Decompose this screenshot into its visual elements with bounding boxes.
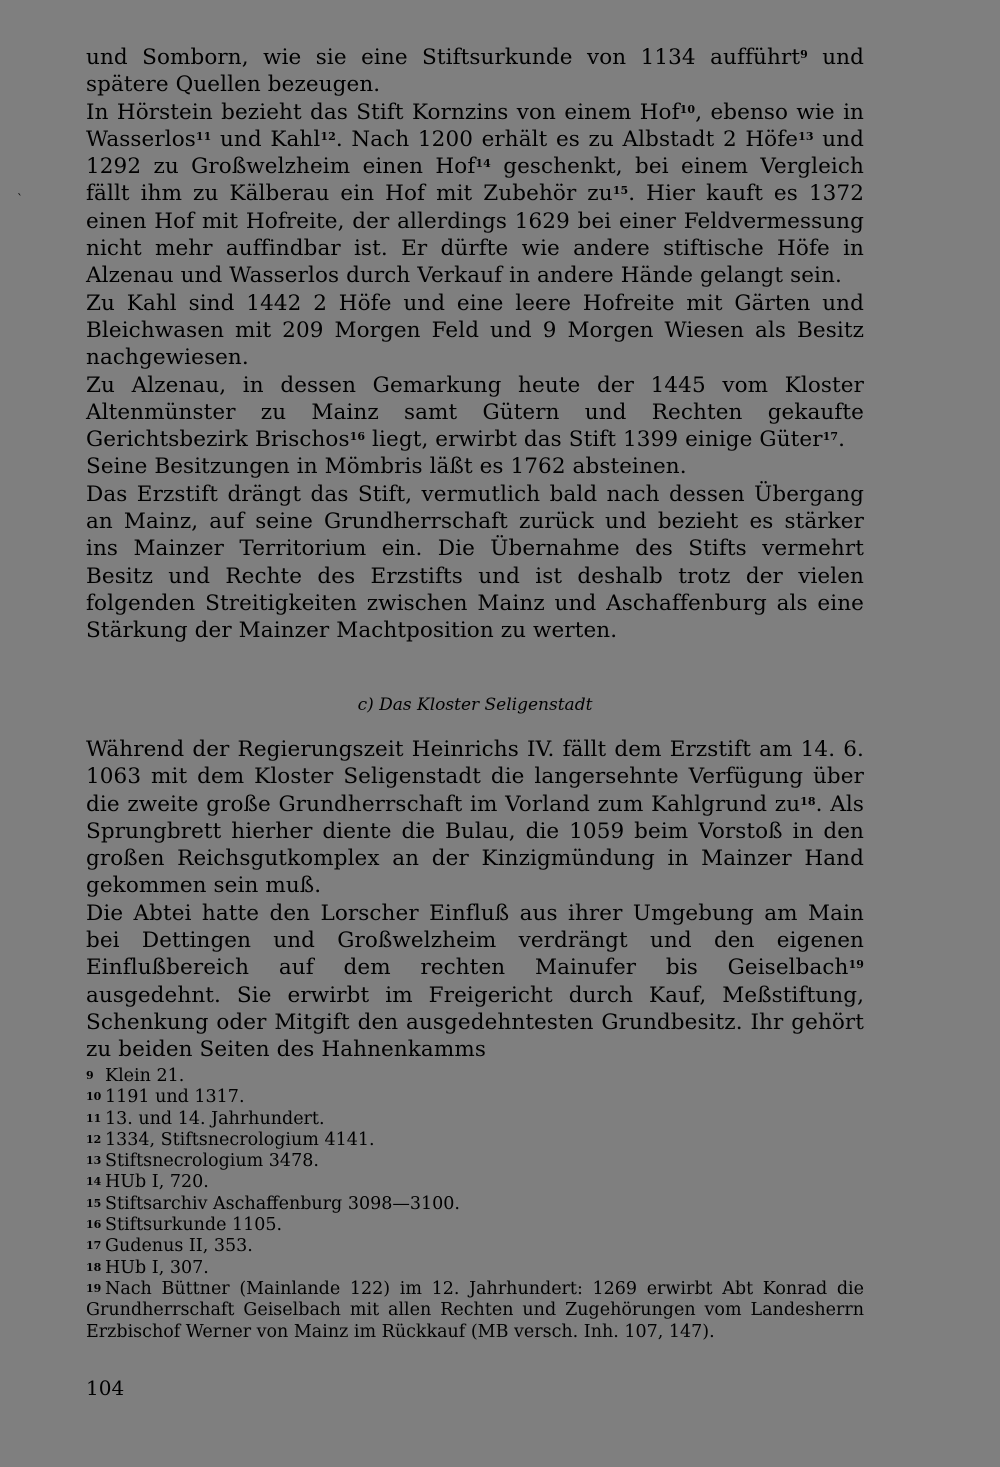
text-run: . Hier kauft es 1372 einen Hof mit Hofreite, der allerdings 1629 bei einer Feldvermessung nicht mehr auffindbar ist. Er dürfte wie andere stiftische Höfe in Alzenau und Wasserlos durch Verkauf in andere Hände gelangt sein.: [86, 181, 864, 289]
text-run: ausgedehnt. Sie erwirbt im Freigericht durch Kauf, Meßstiftung, Schenkung oder Mitgift den ausgedehntesten Grundbesitz. Ihr gehört zu beiden Seiten des Hahnenkamms: [86, 982, 864, 1063]
text-run: . Als Sprungbrett hierher diente die Bulau, die 1059 beim Vorstoß in den großen Reichsgutkomplex an der Kinzigmündung in Mainzer Hand gekommen sein muß.: [86, 791, 865, 899]
footnote-text: Nach Büttner (Mainlande 122) im 12. Jahrhundert: 1269 erwirbt Abt Konrad die Grundherrschaft Geiselbach mit allen Rechten und Zugehörungen vom Landesherrn Erzbischof Werner von Mainz im Rückkauf (MB versch. Inh. 107, 147).: [86, 1278, 864, 1342]
text-run: Das Erzstift drängt das Stift, vermutlich bald nach dessen Übergang an Mainz, auf seine Grundherrschaft zurück und bezieht es stärker ins Mainzer Territorium ein. Die Übernahme des Stifts vermehrt Besitz und Rechte des Erzstifts und ist deshalb trotz der vielen folgenden Streitigkeiten zwischen Mainz und Aschaffenburg als eine Stärkung der Mainzer Machtposition zu werten.: [86, 481, 864, 644]
footnote-ref: 19: [848, 958, 864, 972]
text-run: Die Abtei hatte den Lorscher Einfluß aus ihrer Umgebung am Main bei Dettingen und Großwelzheim verdrängt und den eigenen Einflußbereich auf dem rechten Mainufer bis Geiselbach: [86, 900, 864, 981]
footnote-ref: 9: [800, 48, 808, 61]
section-heading: c) Das Kloster Seligenstadt: [357, 695, 593, 715]
text-run: In Hörstein bezieht das Stift Kornzins von einem Hof: [86, 99, 680, 125]
footnote-number: [86, 1066, 105, 1087]
text-run: Zu Alzenau, in dessen Gemarkung heute der 1445 vom Kloster Altenmünster zu Mainz samt Gütern und Rechten gekaufte Gerichtsbezirk Brischos: [86, 372, 864, 453]
text-run: und 1292 zu Großwelzheim einen Hof: [86, 126, 864, 180]
footnote-number-text: 15: [86, 1196, 102, 1210]
text-run: . Nach 1200 erhält es zu Albstadt 2 Höfe: [335, 126, 799, 152]
footnote: [86, 1236, 864, 1257]
footnote-text: 13. und 14. Jahrhundert.: [105, 1108, 325, 1129]
footnote-text: 1334, Stiftsnecrologium 4141.: [105, 1129, 375, 1150]
footnote: [86, 1194, 864, 1215]
paragraph: [86, 736, 864, 900]
footnote-number-text: 19: [86, 1281, 102, 1295]
footnote: [86, 1258, 864, 1279]
footnote-ref: 18: [800, 794, 816, 808]
footnote: [86, 1172, 864, 1193]
footnote: [86, 1087, 864, 1108]
footnote-text: 1191 und 1317.: [105, 1087, 245, 1108]
footnote-number-text: 17: [86, 1239, 102, 1253]
footnote-ref: 16: [349, 430, 366, 444]
text-run: Während der Regierungszeit Heinrichs IV. fällt dem Erzstift am 14. 6. 1063 mit dem Kloster Seligenstadt die langersehnte Verfügung über die zweite große Grundherrschaft im Vorland zum Kahlgrund zu: [86, 737, 864, 817]
footnote-ref: 12: [320, 129, 336, 143]
paragraph: [86, 453, 864, 480]
text-run: Zu Kahl sind 1442 2 Höfe und eine leere Hofreite mit Gärten und Bleichwasen mit 209 Morgen Feld und 9 Morgen Wiesen als Besitz nachgewiesen.: [86, 290, 864, 371]
footnote-number: [86, 1236, 105, 1257]
paragraph: [86, 290, 864, 372]
footnote-number: [86, 1279, 105, 1300]
footnote-text: HUb I, 720.: [105, 1172, 209, 1193]
footnote-number: [86, 1130, 105, 1151]
footnote-number-text: 11: [86, 1111, 102, 1125]
footnote-number: [86, 1087, 105, 1108]
text-run: Seine Besitzungen in Mömbris läßt es 1762 absteinen.: [86, 454, 687, 480]
paragraph: [86, 44, 864, 99]
paragraph: [86, 99, 864, 290]
page-number: 104: [86, 1376, 125, 1400]
footnote-ref: 14: [475, 157, 491, 171]
footnote-text: Gudenus II, 353.: [105, 1236, 253, 1257]
text-run: liegt, erwirbt das Stift 1399 einige Güter: [365, 427, 823, 453]
footnote: [86, 1109, 864, 1130]
paragraph: [86, 481, 864, 645]
footnote-number-text: 10: [86, 1090, 102, 1104]
footnote-text: Stiftsurkunde 1105.: [105, 1215, 283, 1236]
footnote-number: [86, 1151, 105, 1172]
footnote-ref: 13: [798, 129, 814, 143]
footnote-text: Klein 21.: [105, 1066, 185, 1086]
footnote-text: Stiftsnecrologium 3478.: [105, 1151, 319, 1172]
body-text-section-c: [86, 736, 864, 1064]
footnote: [86, 1066, 864, 1087]
text-run: und spätere Quellen bezeugen.: [86, 45, 864, 98]
footnote: [86, 1215, 864, 1236]
text-run: .: [838, 427, 846, 453]
footnote-number: [86, 1109, 105, 1130]
footnote-number-text: 13: [86, 1154, 102, 1168]
text-run: geschenkt, bei einem Vergleich fällt ihm zu Kälberau ein Hof mit Zubehör zu: [86, 154, 864, 207]
footnote-number-text: 12: [86, 1132, 102, 1146]
body-text-section-b: [86, 44, 864, 645]
footnote-number: [86, 1258, 105, 1279]
footnote-text: HUb I, 307.: [105, 1257, 209, 1278]
footnote-number-text: 16: [86, 1218, 102, 1232]
footnotes: [86, 1066, 864, 1343]
footnote-ref: 17: [822, 430, 839, 444]
footnote: [86, 1279, 864, 1343]
footnote-ref: 10: [679, 102, 696, 116]
footnote-ref: 11: [195, 129, 212, 143]
margin-mark: `: [17, 192, 23, 206]
footnote-text: Stiftsarchiv Aschaffenburg 3098—3100.: [105, 1193, 460, 1214]
text-run: , ebenso wie in Wasserlos: [86, 99, 864, 152]
footnote: [86, 1151, 864, 1172]
footnote-number-text: 14: [86, 1175, 102, 1189]
footnote-number-text: 18: [86, 1260, 102, 1274]
footnote-number: [86, 1194, 105, 1215]
paragraph: [86, 372, 864, 454]
footnote-number: [86, 1215, 105, 1236]
footnote-number: [86, 1172, 105, 1193]
footnote-ref: 15: [612, 184, 629, 198]
text-run: und Kahl: [211, 126, 321, 152]
footnote-number-text: 9: [86, 1069, 94, 1082]
footnote: [86, 1130, 864, 1151]
text-run: und Somborn, wie sie eine Stiftsurkunde von 1134 aufführt: [86, 45, 801, 70]
paragraph: [86, 900, 864, 1064]
